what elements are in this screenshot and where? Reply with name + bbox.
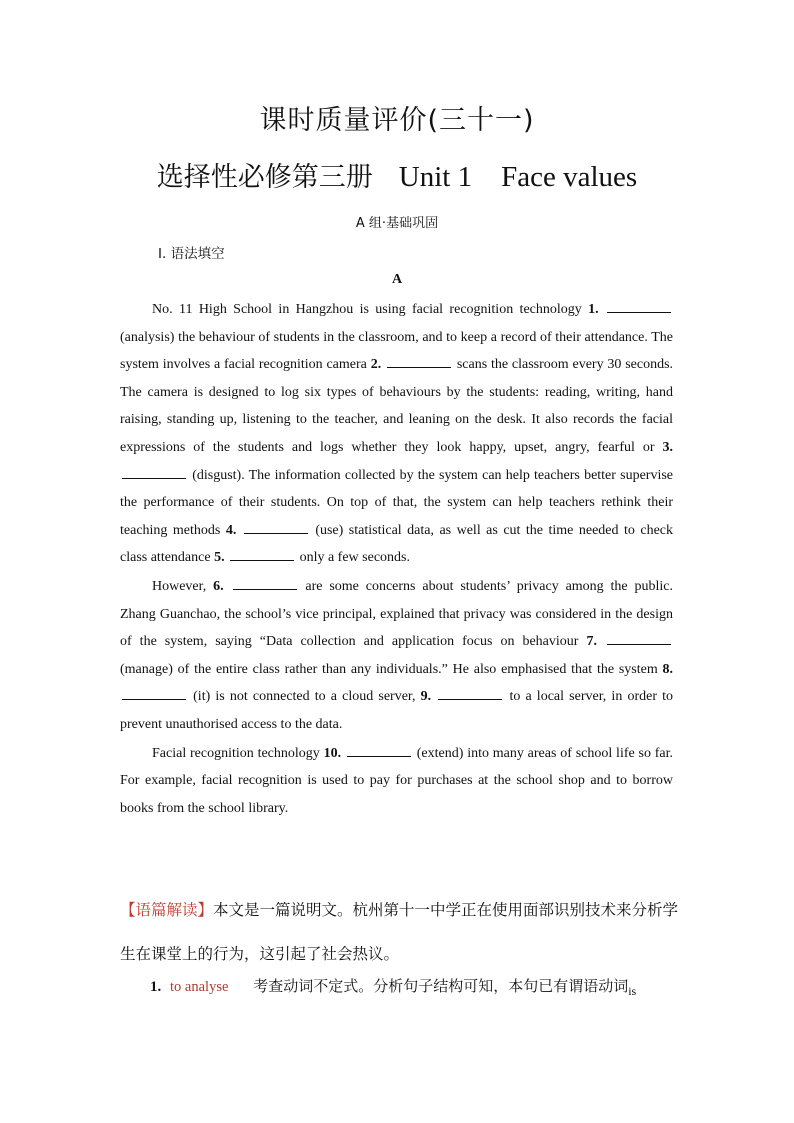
blank-field[interactable] (122, 466, 186, 479)
passage-text: Facial recognition technology (152, 745, 320, 761)
passage-text: The information collected by the system can help teachers better supervise the performance of their students. On top of that, the system can help teachers rethink their teaching methods (120, 467, 673, 538)
blank-number: 2. (370, 357, 382, 373)
answer-tail: is (628, 984, 637, 998)
paragraph-3 (120, 740, 673, 823)
blank-field[interactable] (122, 687, 186, 700)
passage-label: A (391, 272, 403, 287)
paragraph-2 (120, 573, 673, 739)
blank-field[interactable] (230, 548, 294, 561)
answer-1 (150, 975, 680, 999)
passage-text: No. 11 High School in Hangzhou is using facial recognition technology (152, 302, 582, 317)
blank-hint: (manage) (120, 661, 173, 677)
blank-hint: (use) (315, 522, 344, 538)
passage-body (120, 296, 673, 822)
section-label: Ⅰ. 语法填空 (158, 246, 225, 262)
paragraph-1 (120, 296, 673, 572)
blank-number: 6. (213, 578, 224, 594)
blank-field[interactable] (347, 744, 411, 757)
blank-field[interactable] (438, 687, 502, 700)
blank-hint: (it) (193, 689, 211, 705)
blank-number: 1. (588, 302, 599, 317)
passage-text: are some concerns about students’ privacy among the public. Zhang Guanchao, the school’s vice principal, explained that privacy was considered in the design of the system, saying “Data collection and application focus on behaviour (120, 578, 674, 650)
blank-field[interactable] (607, 300, 671, 313)
passage-text: the behaviour of students in the classroom, and to keep a record of their attendance. The system involves a facial recognition camera (120, 329, 673, 373)
passage-text: statistical data, as well as cut the time needed to check class attendance (120, 522, 674, 566)
subtitle-english: Unit 1 Face values (398, 161, 638, 193)
passage-text: into many areas of school life so far. For example, facial recognition is used to pay for purchases at the school shop and to borrow books from the school library. (120, 745, 674, 816)
blank-hint: (analysis) (120, 329, 175, 345)
blank-field[interactable] (387, 355, 451, 368)
passage-text: However, (152, 578, 207, 594)
page-subtitle (0, 155, 794, 194)
blank-number: 10. (323, 745, 342, 761)
passage-text: scans the classroom every 30 seconds. The camera is designed to log six types of behaviours by the students: reading, writing, hand raising, standing up, listening to the teacher, and leaning on the desk. It also records the facial expressions of the students and logs whether they look happy, upset, angry, fearful or (120, 357, 674, 455)
answer-number: 1. (150, 979, 162, 995)
answer-value: to analyse (170, 979, 229, 995)
passage-text: to a local server, in order to prevent unauthorised access to the data. (120, 689, 674, 732)
blank-hint: (disgust). (192, 467, 245, 483)
analysis-text: 本文是一篇说明文。杭州第十一中学正在使用面部识别技术来分析学生在课堂上的行为，这引起了社会热议。 (120, 901, 679, 963)
passage-text: only a few seconds. (299, 550, 410, 566)
analysis-tag: 【语篇解读】 (120, 901, 214, 919)
blank-number: 5. (214, 550, 225, 566)
blank-number: 7. (586, 634, 597, 650)
blank-number: 8. (662, 661, 673, 677)
passage-text: of the entire class rather than any individuals.” He also emphasised that the system (177, 661, 658, 677)
group-label: A 组·基础巩固 (355, 216, 439, 231)
answer-explanation: 考查动词不定式。分析句子结构可知，本句已有谓语动词 (253, 977, 629, 995)
blank-number: 3. (662, 439, 674, 455)
blank-field[interactable] (244, 521, 308, 534)
blank-number: 9. (420, 689, 432, 705)
blank-field[interactable] (607, 632, 671, 645)
blank-hint: (extend) (416, 745, 464, 761)
subtitle-chinese: 选择性必修第三册 (156, 162, 373, 193)
passage-analysis (120, 888, 680, 976)
page-title: 课时质量评价(三十一) (259, 105, 535, 136)
blank-number: 4. (225, 522, 237, 538)
blank-field[interactable] (233, 577, 297, 590)
passage-text: is not connected to a cloud server, (215, 689, 416, 705)
